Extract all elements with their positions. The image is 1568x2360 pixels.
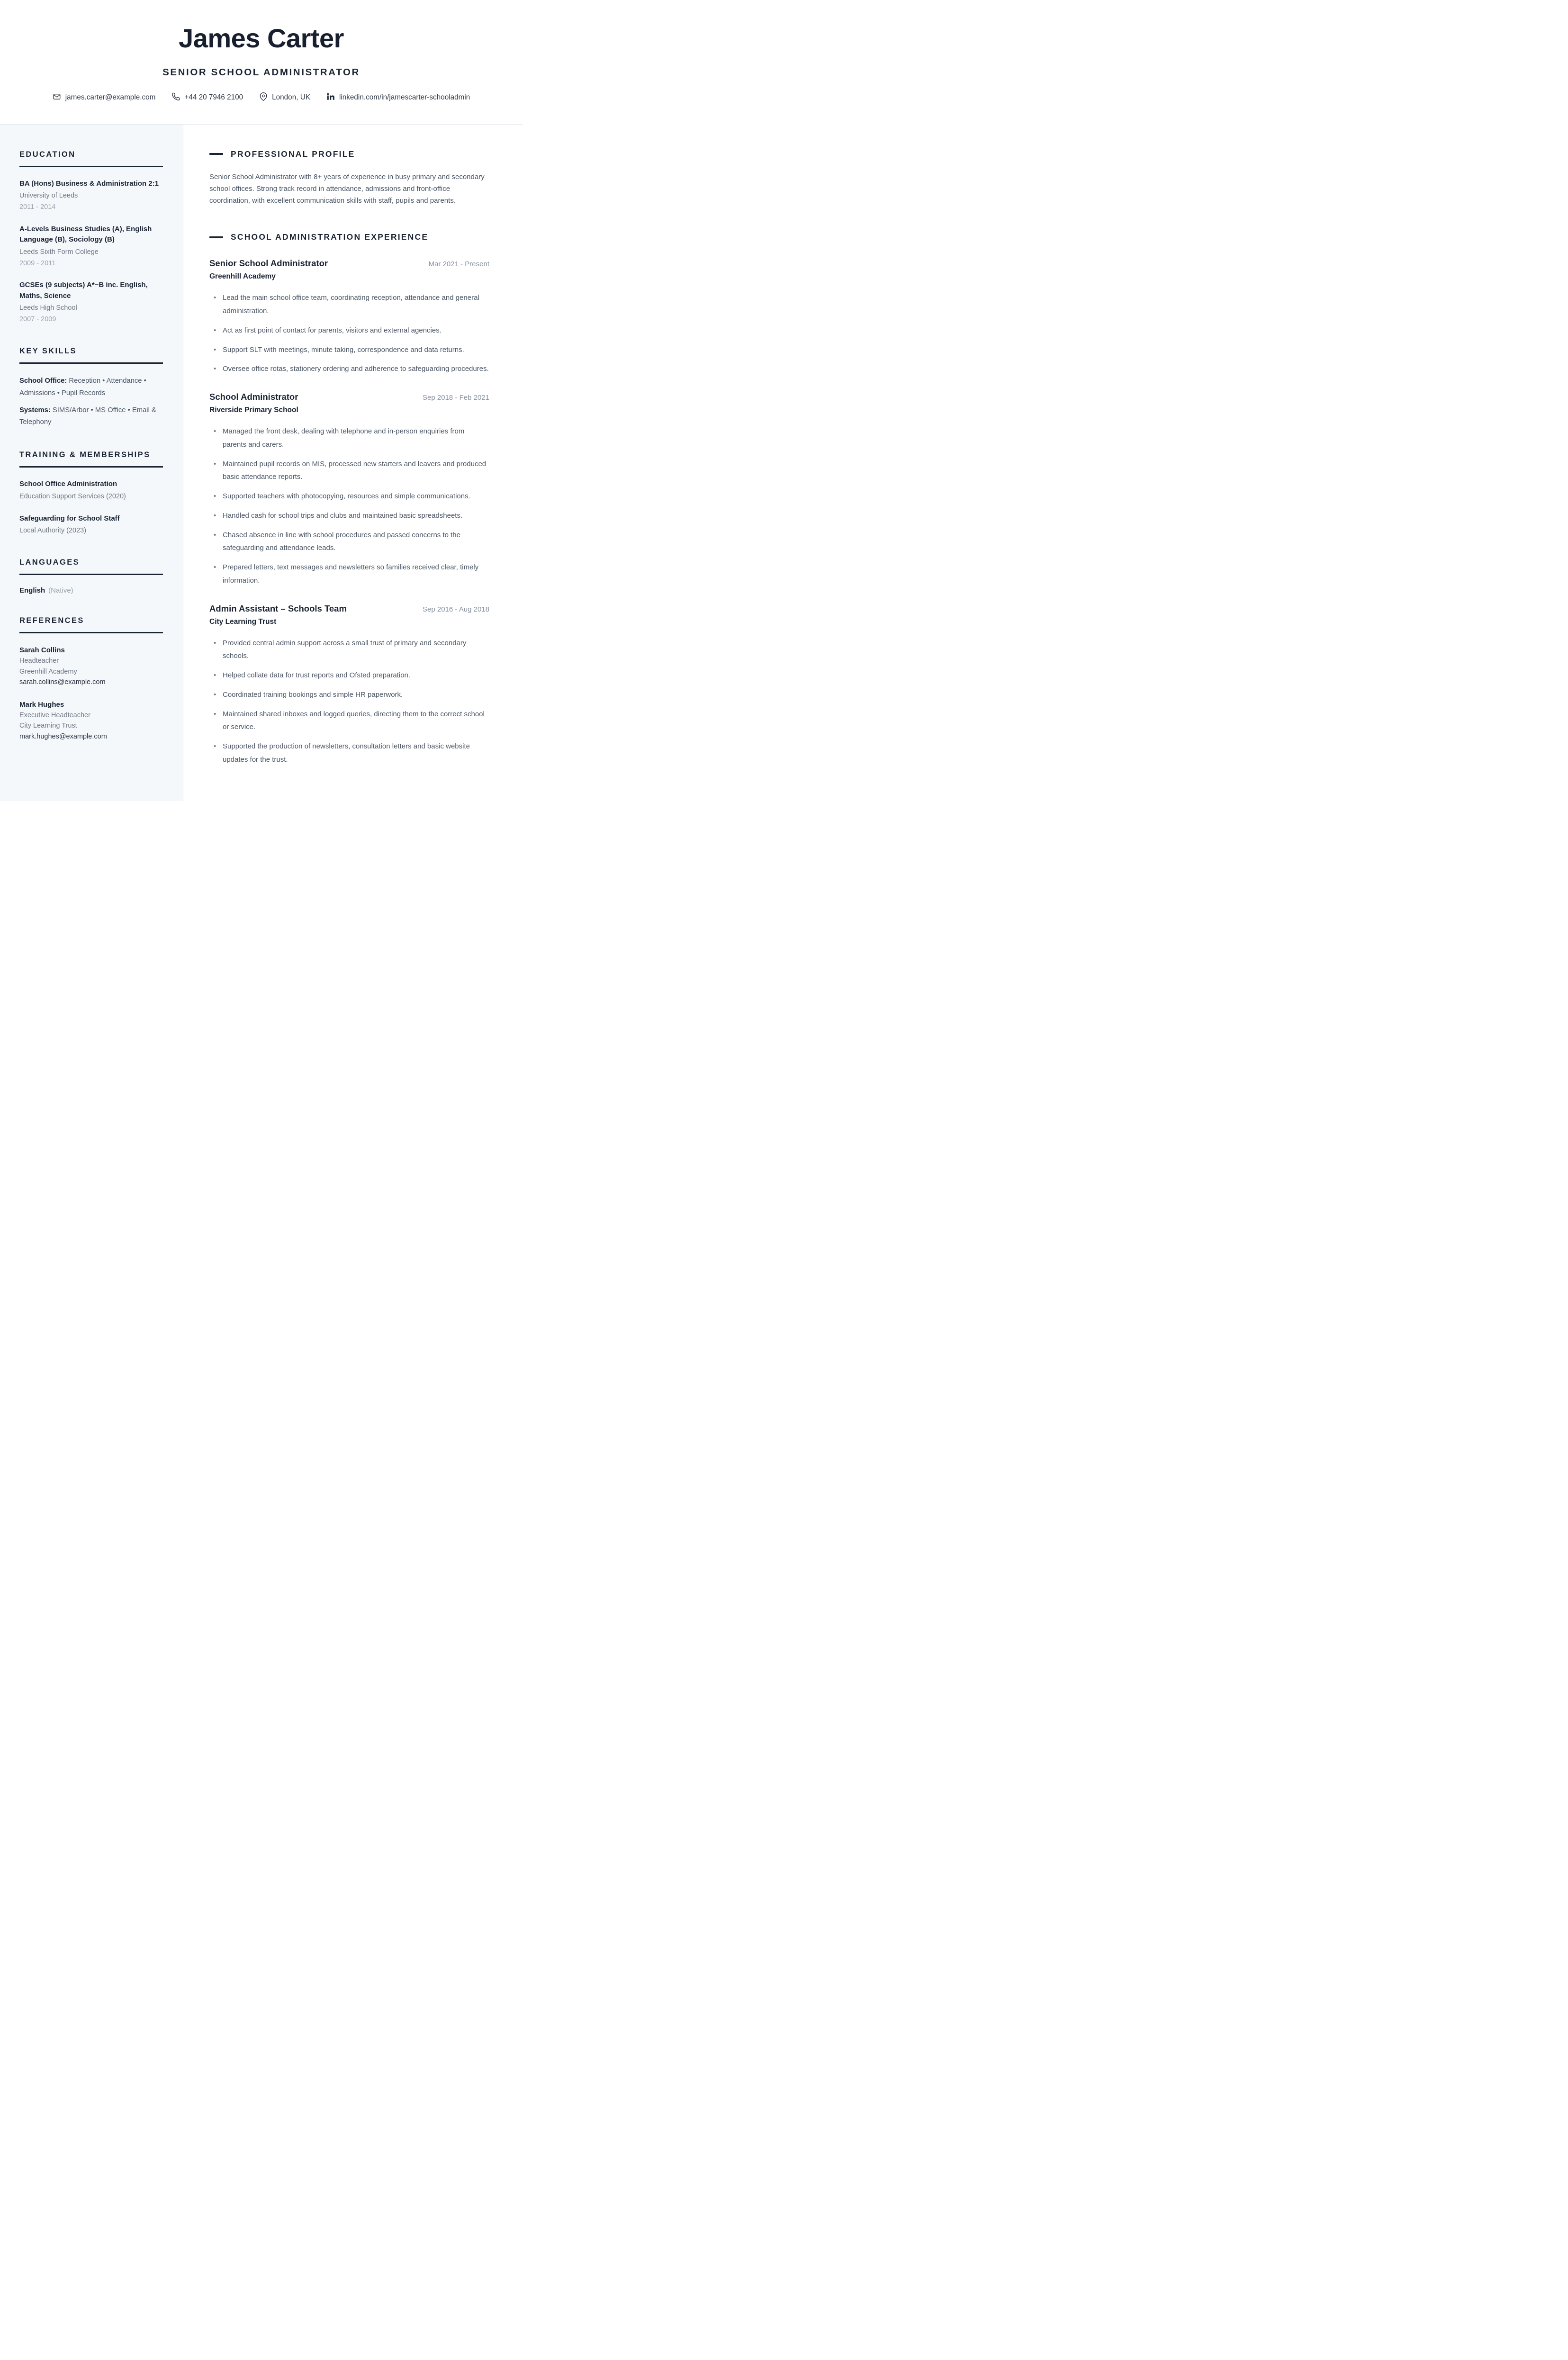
language-name: English (19, 586, 45, 595)
experience-section (209, 232, 489, 766)
education-section (19, 150, 163, 325)
job-bullet: • Managed the front desk, dealing with telephone and in-person enquiries from parents and carers. (209, 425, 489, 451)
main-content (183, 125, 523, 801)
location-icon (259, 92, 268, 103)
experience-heading-row (209, 232, 489, 242)
education-item (19, 224, 163, 269)
job-bullet: • Prepared letters, text messages and newsletters so families received clear, timely information. (209, 561, 489, 587)
profile-heading-row (209, 149, 489, 159)
education-item (19, 280, 163, 325)
key-skills-heading: KEY SKILLS (19, 346, 77, 355)
reference-name: Mark Hughes (19, 700, 64, 709)
job-dates: Mar 2021 - Present (428, 260, 489, 269)
education-title: A-Levels Business Studies (A), English Language (B), Sociology (B) (19, 225, 152, 244)
job-entry (209, 258, 489, 376)
job-company: City Learning Trust (209, 617, 277, 626)
skill-text: Reception • Attendance • Admissions • Pupil Records (19, 377, 146, 397)
section-divider (19, 632, 163, 633)
resume-page (0, 0, 523, 801)
education-item (19, 179, 163, 213)
education-org: Leeds Sixth Form College (19, 248, 99, 256)
training-org: Local Authority (2023) (19, 527, 87, 535)
training-title: Safeguarding for School Staff (19, 514, 120, 522)
skill-line (19, 405, 163, 429)
reference-org: City Learning Trust (19, 722, 77, 730)
profile-text: Senior School Administrator with 8+ years of experience in busy primary and secondary school offices. Strong track record in attendance, admissions and front-office coordination, with excellent communication skills with staff, pupils and parents. (209, 172, 485, 205)
key-skills-section (19, 347, 163, 429)
education-dates: 2007 - 2009 (19, 315, 56, 324)
language-level: (Native) (48, 586, 73, 595)
training-title: School Office Administration (19, 480, 117, 488)
language-item (19, 586, 163, 595)
job-bullet: • Oversee office rotas, stationery ordering and adherence to safeguarding procedures. (209, 362, 489, 376)
job-dates: Sep 2016 - Aug 2018 (423, 605, 489, 613)
job-bullet: • Act as first point of contact for parents, visitors and external agencies. (209, 324, 489, 337)
contact-location (259, 92, 310, 103)
training-org: Education Support Services (2020) (19, 492, 126, 500)
job-company: Riverside Primary School (209, 406, 298, 414)
job-bullet: • Helped collate data for trust reports and Ofsted preparation. (209, 669, 489, 682)
training-heading: TRAINING & MEMBERSHIPS (19, 450, 151, 459)
email-icon (53, 92, 61, 103)
contact-row (9, 92, 513, 103)
reference-email: mark.hughes@example.com (19, 732, 107, 740)
job-bullet: • Maintained shared inboxes and logged queries, directing them to the correct school or service. (209, 708, 489, 734)
sidebar (0, 125, 183, 801)
job-bullets (209, 291, 489, 376)
reference-org: Greenhill Academy (19, 667, 77, 676)
job-bullet: • Supported the production of newsletters, consultation letters and basic website updates for the trust. (209, 740, 489, 766)
linkedin-icon (326, 92, 335, 103)
job-dates: Sep 2018 - Feb 2021 (423, 394, 489, 402)
job-bullet: • Maintained pupil records on MIS, processed new starters and leavers and produced basic attendance reports. (209, 458, 489, 484)
contact-location-text: London, UK (272, 93, 310, 102)
job-bullet: • Lead the main school office team, coordinating reception, attendance and general administration. (209, 291, 489, 318)
education-org: Leeds High School (19, 304, 77, 312)
reference-name: Sarah Collins (19, 646, 65, 654)
education-dates: 2009 - 2011 (19, 259, 56, 267)
section-divider (19, 166, 163, 167)
references-heading: REFERENCES (19, 616, 84, 625)
job-head (209, 392, 489, 402)
candidate-name: James Carter (179, 23, 344, 53)
job-bullet: • Provided central admin support across a small trust of primary and secondary schools. (209, 637, 489, 663)
section-divider (19, 574, 163, 575)
job-bullet: • Handled cash for school trips and clubs and maintained basic spreadsheets. (209, 509, 489, 522)
contact-linkedin-text: linkedin.com/in/jamescarter-schooladmin (339, 93, 470, 102)
job-title: School Administrator (209, 392, 298, 402)
education-title: GCSEs (9 subjects) A*−B inc. English, Maths, Science (19, 281, 148, 300)
job-bullet: • Support SLT with meetings, minute taking, correspondence and data returns. (209, 343, 489, 357)
education-title: BA (Hons) Business & Administration 2:1 (19, 179, 159, 188)
contact-phone (171, 92, 243, 103)
job-bullets (209, 425, 489, 587)
references-section (19, 616, 163, 742)
skill-label: Systems: (19, 406, 51, 414)
job-bullet: • Coordinated training bookings and simple HR paperwork. (209, 688, 489, 702)
job-bullet: • Supported teachers with photocopying, resources and simple communications. (209, 490, 489, 503)
phone-icon (171, 92, 180, 103)
job-title: Senior School Administrator (209, 258, 328, 269)
education-dates: 2011 - 2014 (19, 203, 56, 211)
job-bullet: • Chased absence in line with school procedures and passed concerns to the safeguarding and attendance leads. (209, 529, 489, 555)
training-section (19, 450, 163, 536)
heading-dash (209, 236, 223, 238)
reference-role: Executive Headteacher (19, 711, 90, 719)
profile-section (209, 149, 489, 207)
profile-heading: PROFESSIONAL PROFILE (231, 149, 355, 159)
contact-linkedin (326, 92, 470, 103)
training-item (19, 479, 163, 502)
job-title: Admin Assistant – Schools Team (209, 603, 347, 613)
heading-dash (209, 153, 223, 155)
candidate-title: SENIOR SCHOOL ADMINISTRATOR (162, 66, 360, 78)
skill-line (19, 375, 163, 400)
contact-email (53, 92, 156, 103)
skill-label: School Office: (19, 377, 67, 385)
contact-phone-text: +44 20 7946 2100 (184, 93, 243, 102)
education-heading: EDUCATION (19, 150, 76, 159)
languages-section (19, 558, 163, 595)
reference-role: Headteacher (19, 657, 59, 665)
resume-body (0, 124, 523, 801)
education-org: University of Leeds (19, 192, 78, 200)
reference-email: sarah.collins@example.com (19, 678, 106, 686)
reference-item (19, 699, 163, 742)
contact-email-text: james.carter@example.com (65, 93, 156, 102)
reference-item (19, 645, 163, 688)
job-bullets (209, 637, 489, 766)
section-divider (19, 466, 163, 468)
experience-heading: SCHOOL ADMINISTRATION EXPERIENCE (231, 232, 429, 242)
job-entry (209, 392, 489, 587)
job-head (209, 604, 489, 614)
job-entry (209, 604, 489, 766)
skill-text: SIMS/Arbor • MS Office • Email & Telephony (19, 406, 156, 426)
languages-heading: LANGUAGES (19, 558, 80, 567)
resume-header (0, 0, 523, 124)
job-company: Greenhill Academy (209, 272, 276, 281)
job-head (209, 258, 489, 269)
training-item (19, 513, 163, 536)
section-divider (19, 362, 163, 364)
